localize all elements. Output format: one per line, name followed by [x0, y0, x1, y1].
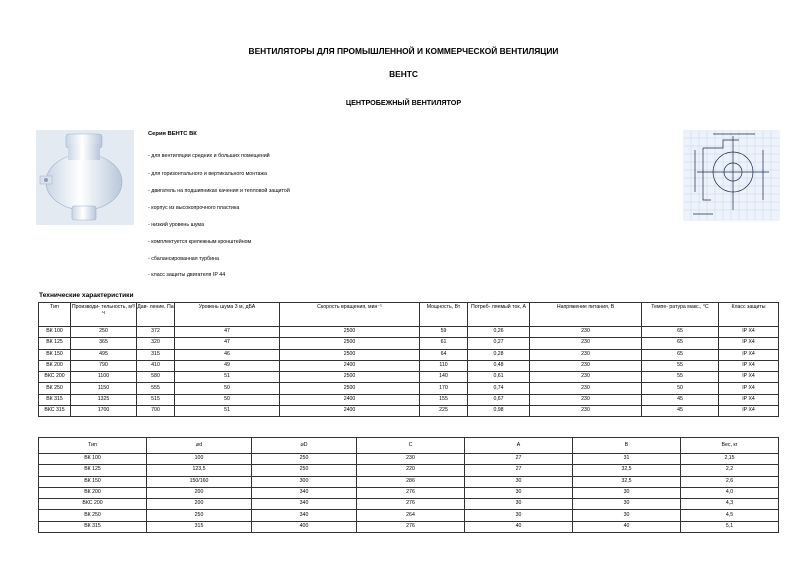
table-cell: 55 — [642, 372, 719, 383]
table-cell: ВК 200 — [39, 360, 71, 371]
table-cell: 200 — [147, 487, 252, 498]
table-row — [39, 406, 779, 417]
table-row — [39, 476, 779, 487]
table-cell: IP X4 — [719, 338, 779, 349]
table-cell: 2400 — [280, 360, 420, 371]
table-cell: 555 — [137, 383, 175, 394]
table-cell: 32,5 — [573, 476, 681, 487]
table-cell: 250 — [252, 465, 357, 476]
col-header: Тип — [39, 438, 147, 454]
feature-item: - низкий уровень шума — [148, 222, 205, 228]
feature-item: - сбалансированная турбина — [148, 256, 219, 262]
table-cell: 50 — [175, 383, 280, 394]
col-header: ⌀D — [252, 438, 357, 454]
table-cell: ВКС 200 — [39, 499, 147, 510]
table-cell: 230 — [530, 349, 642, 360]
page-title: ВЕНТИЛЯТОРЫ ДЛЯ ПРОМЫШЛЕННОЙ И КОММЕРЧЕСКОЙ ВЕНТИЛЯЦИИ — [248, 46, 559, 56]
specs-title: Технические характеристики — [39, 292, 134, 299]
table-cell: ВК 100 — [39, 327, 71, 338]
table-cell: 150/160 — [147, 476, 252, 487]
table-cell: 230 — [530, 372, 642, 383]
table-cell: 40 — [465, 521, 573, 532]
col-header: Потреб- ляемый ток, А — [468, 303, 530, 327]
table-cell: 286 — [357, 476, 465, 487]
col-header: Темпе- ратура макс., °С — [642, 303, 719, 327]
feature-item: - двигатель на подшипниках качения и тепловой защитой — [148, 188, 290, 194]
diameter-icon: ⌀ — [300, 442, 304, 449]
table-cell: 340 — [252, 510, 357, 521]
table-cell: IP X4 — [719, 372, 779, 383]
table-cell: 230 — [530, 406, 642, 417]
table-cell: 495 — [71, 349, 137, 360]
table-cell: 0,67 — [468, 394, 530, 405]
table-cell: 50 — [642, 383, 719, 394]
table-cell: 4,5 — [681, 510, 779, 521]
table-cell: ВКС 200 — [39, 372, 71, 383]
table-cell: 2,6 — [681, 476, 779, 487]
table-cell: 0,98 — [468, 406, 530, 417]
col-header: Скорость вращения, мин⁻¹ — [280, 303, 420, 327]
table-cell: 46 — [175, 349, 280, 360]
table-cell: 1325 — [71, 394, 137, 405]
table-cell: 300 — [252, 476, 357, 487]
table-cell: 0,27 — [468, 338, 530, 349]
table-cell: 30 — [465, 510, 573, 521]
table-row — [39, 327, 779, 338]
table-cell: 276 — [357, 487, 465, 498]
table-cell: ВК 150 — [39, 349, 71, 360]
table-cell: 30 — [573, 499, 681, 510]
table-cell: IP X4 — [719, 327, 779, 338]
table-cell: 49 — [175, 360, 280, 371]
table-row — [39, 349, 779, 360]
table-cell: 55 — [642, 360, 719, 371]
table-row — [39, 465, 779, 476]
table-cell: 2500 — [280, 327, 420, 338]
table-cell: 580 — [137, 372, 175, 383]
table-cell: ВК 125 — [39, 465, 147, 476]
table-cell: 320 — [137, 338, 175, 349]
table-cell: 31 — [573, 454, 681, 465]
table-cell: 27 — [465, 454, 573, 465]
table-cell: 32,5 — [573, 465, 681, 476]
table-cell: 250 — [71, 327, 137, 338]
table-cell: 276 — [357, 499, 465, 510]
product-type-title: ЦЕНТРОБЕЖНЫЙ ВЕНТИЛЯТОР — [345, 98, 462, 107]
table-cell: 30 — [465, 499, 573, 510]
fan-photo — [36, 130, 134, 225]
table-cell: 65 — [642, 327, 719, 338]
col-header: Вес, кг — [681, 438, 779, 454]
table-cell: 40 — [573, 521, 681, 532]
table-row — [39, 510, 779, 521]
table-cell: ВК 315 — [39, 521, 147, 532]
table-cell: 230 — [530, 394, 642, 405]
col-header: Уровень шума 3 м, дБА — [175, 303, 280, 327]
table-cell: 0,74 — [468, 383, 530, 394]
table-cell: 30 — [573, 487, 681, 498]
table-cell: 30 — [465, 487, 573, 498]
table-cell: 2500 — [280, 383, 420, 394]
table-cell: 51 — [175, 372, 280, 383]
table-cell: 45 — [642, 406, 719, 417]
table-cell: 47 — [175, 327, 280, 338]
table-cell: 155 — [420, 394, 468, 405]
table-row — [39, 521, 779, 532]
col-header: Напряжение питания, В — [530, 303, 642, 327]
table-cell: 230 — [530, 338, 642, 349]
table-cell: ВК 200 — [39, 487, 147, 498]
table-cell: 2400 — [280, 394, 420, 405]
col-header: B — [573, 438, 681, 454]
col-header: C — [357, 438, 465, 454]
table-cell: 4,0 — [681, 487, 779, 498]
table-cell: IP X4 — [719, 406, 779, 417]
table-cell: 5,1 — [681, 521, 779, 532]
table-cell: 2500 — [280, 349, 420, 360]
feature-item: - для вентиляции средних и больших помещений — [148, 153, 270, 159]
table-cell: 47 — [175, 338, 280, 349]
table-row — [39, 338, 779, 349]
table-cell: 170 — [420, 383, 468, 394]
feature-item: - класс защиты двигателя IP 44 — [148, 272, 226, 278]
table-cell: 2500 — [280, 338, 420, 349]
table-cell: 1700 — [71, 406, 137, 417]
table-cell: 0,61 — [468, 372, 530, 383]
table-cell: IP X4 — [719, 383, 779, 394]
series-title: Серия ВЕНТС ВК — [148, 131, 197, 137]
table-cell: 1150 — [71, 383, 137, 394]
table-cell: 0,28 — [468, 349, 530, 360]
table-cell: ВК 315 — [39, 394, 71, 405]
table-cell: 315 — [137, 349, 175, 360]
feature-item: - для горизонтального и вертикального монтажа — [148, 171, 267, 177]
table-cell: 1100 — [71, 372, 137, 383]
col-header: Класс защиты — [719, 303, 779, 327]
table-cell: 340 — [252, 487, 357, 498]
table-cell: 400 — [252, 521, 357, 532]
table-cell: ВК 250 — [39, 510, 147, 521]
table-cell: 225 — [420, 406, 468, 417]
feature-item: - комплектуется крепежным кронштейном — [148, 239, 252, 245]
table-cell: 30 — [573, 510, 681, 521]
table-cell: 100 — [147, 454, 252, 465]
table-row — [39, 394, 779, 405]
table-cell: IP X4 — [719, 394, 779, 405]
table-cell: 276 — [357, 521, 465, 532]
table-cell: 27 — [465, 465, 573, 476]
table-cell: 250 — [147, 510, 252, 521]
diameter-icon: ⌀ — [195, 442, 200, 449]
table-cell: 50 — [175, 394, 280, 405]
table-cell: 230 — [357, 454, 465, 465]
table-cell: 140 — [420, 372, 468, 383]
table-cell: IP X4 — [719, 349, 779, 360]
table-cell: 65 — [642, 338, 719, 349]
table-cell: 61 — [420, 338, 468, 349]
table-row — [39, 383, 779, 394]
col-header: Мощность, Вт — [420, 303, 468, 327]
table-cell: 2400 — [280, 406, 420, 417]
table-cell: ВК 100 — [39, 454, 147, 465]
col-header: Дав- ление, Па — [137, 303, 175, 327]
table-cell: 123,5 — [147, 465, 252, 476]
table-cell: 51 — [175, 406, 280, 417]
brand-title: ВЕНТС — [389, 69, 418, 79]
dimension-drawing — [683, 130, 780, 221]
table-cell: 0,48 — [468, 360, 530, 371]
table-cell: 65 — [642, 349, 719, 360]
table-cell: 365 — [71, 338, 137, 349]
table-cell: 110 — [420, 360, 468, 371]
specs-table — [38, 302, 779, 417]
table-cell: 2500 — [280, 372, 420, 383]
table-cell: 64 — [420, 349, 468, 360]
table-cell: 230 — [530, 383, 642, 394]
table-cell: 59 — [420, 327, 468, 338]
table-row — [39, 499, 779, 510]
table-cell: 410 — [137, 360, 175, 371]
table-cell: ВКС 315 — [39, 406, 71, 417]
table-cell: 0,26 — [468, 327, 530, 338]
dimensions-table — [38, 437, 779, 533]
table-cell: 515 — [137, 394, 175, 405]
feature-item: - корпус из высокопрочного пластика — [148, 205, 240, 211]
table-row — [39, 360, 779, 371]
table-cell: 264 — [357, 510, 465, 521]
table-cell: 30 — [465, 476, 573, 487]
table-cell: ВК 150 — [39, 476, 147, 487]
table-row — [39, 454, 779, 465]
table-cell: IP X4 — [719, 360, 779, 371]
table-cell: 2,15 — [681, 454, 779, 465]
table-cell: 790 — [71, 360, 137, 371]
table-cell: 2,2 — [681, 465, 779, 476]
table-cell: 250 — [252, 454, 357, 465]
table-cell: ВК 250 — [39, 383, 71, 394]
specs-header-row — [39, 303, 779, 327]
table-cell: ВК 125 — [39, 338, 71, 349]
table-cell: 700 — [137, 406, 175, 417]
table-cell: 45 — [642, 394, 719, 405]
table-cell: 230 — [530, 360, 642, 371]
table-cell: 4,3 — [681, 499, 779, 510]
table-cell: 340 — [252, 499, 357, 510]
dimensions-header-row — [39, 438, 779, 454]
col-header: ⌀d — [147, 438, 252, 454]
col-header: Производи- тельность, м³/ч — [71, 303, 137, 327]
table-row — [39, 487, 779, 498]
col-header: Тип — [39, 303, 71, 327]
table-cell: 200 — [147, 499, 252, 510]
table-cell: 315 — [147, 521, 252, 532]
table-row — [39, 372, 779, 383]
table-cell: 372 — [137, 327, 175, 338]
table-cell: 230 — [530, 327, 642, 338]
col-header: A — [465, 438, 573, 454]
table-cell: 220 — [357, 465, 465, 476]
